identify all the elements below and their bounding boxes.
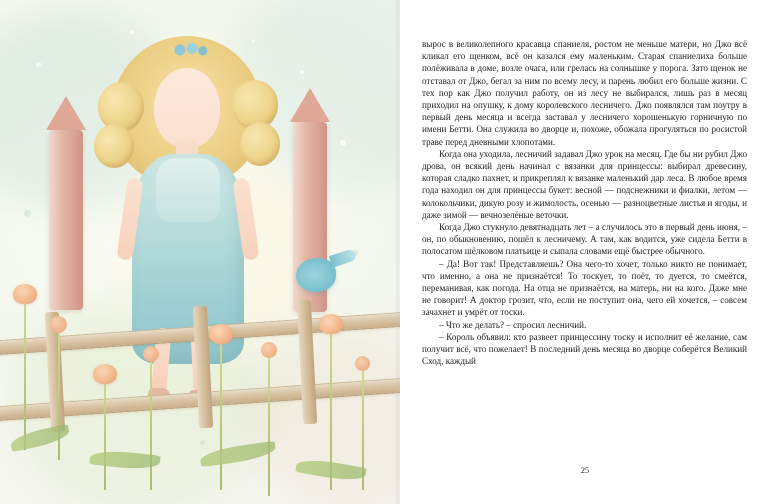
poppy-flower: [13, 284, 37, 304]
flower-bud: [50, 316, 67, 333]
sparkle-dot: [300, 70, 304, 74]
poppy-flower: [319, 314, 343, 334]
flower-stem: [150, 360, 152, 490]
paragraph: Когда Джо стукнуло девятнадцать лет – а случилось это в первый день июня, – он, по обыкновению, пошёл к лесничему. А там, как водится, уже сидела Бетти в полосатом шёлковом платьице и сыпала словами ещё быстрее обычного.: [422, 222, 747, 257]
spire-cap-icon: [290, 88, 330, 122]
flower-bud: [355, 356, 370, 371]
paragraph: – Да! Вот так! Представляешь? Она чего-то хочет, только никто не понимает, что именно, а она не признаётся! То тоскует, то поёт, то дуется, то смеётся, переманивая, как погода. На отца не признаётся, на матерь, ни на кого. Даже мне не говорит! А доктор грозит, что, если не поступит она, чего ей хочется, – совсем зачахнет и умрёт от тоски.: [422, 258, 747, 318]
flower-bud: [143, 346, 159, 362]
spire-left: [49, 130, 83, 310]
flower-stem: [24, 300, 26, 450]
spire-cap-icon: [46, 96, 86, 130]
flower-stem: [104, 380, 106, 490]
bird-tail: [329, 248, 357, 267]
leaf: [199, 441, 276, 467]
paragraph: – Что же делать? – спросил лесничий.: [439, 319, 587, 330]
sparkle-dot: [24, 210, 31, 217]
poppy-flower: [209, 324, 233, 344]
paragraph: вырос в великолепного красавца спаниеля, ростом не меньше матери, но Джо всё кликал его щенком, всё он казался ему маленьким. Старая спаниелиха больше полёживала в доме, возле очага, или грелась на солнышке у порога. Зато щенок не отставал от Джо, бегал за ним по всему лесу, и парень любил его больше жизни. С тех пор как Джо получил работу, он из лесу не выбирался, лишь раз в месяц приходил на опушку, к дому королевского лесничего. Джо появлялся там поутру в первый день месяца и всегда заставал у лесничего хорошенькую горничную по имени Бетти. Она служила во дворце и, похоже, обожала прогуляться по росистой траве перед дневными хлопотами.: [422, 39, 747, 147]
paragraph: Когда она уходила, лесничий задавал Джо урок на месяц. Где бы ни рубил Джо дрова, он всякий день начинал с вязанки для принцессы: выбирал древесину, которая сладко пахнет, и прикреплял к вязанке маленький дар леса. В любое время года находил он для принцессы букет: весной — подснежники и фиалки, летом — колокольчики, дикую розу и жимолость, осенью — разноцветные листья и ягоды, и даже зимой — вечнозелёные веточки.: [422, 148, 747, 220]
flower-stem: [220, 340, 222, 490]
poppy-flower: [93, 364, 117, 384]
face: [154, 68, 220, 148]
flower-stem: [268, 356, 270, 496]
leaf: [9, 424, 71, 452]
sparkle-dot: [340, 140, 346, 146]
dress-bodice: [156, 158, 220, 222]
hair-curl: [94, 124, 134, 168]
flower-stem: [58, 330, 60, 460]
flower-crown: [170, 42, 210, 58]
paragraph: – Король объявил: кто развеет принцессину тоску и исполнит её желание, сам получит всё, что пожелает! В последний день месяца во дворце соберётся Великий Сход, каждый: [422, 331, 747, 367]
sparkle-dot: [36, 62, 41, 67]
flower-bud: [261, 342, 277, 358]
hair-curl: [240, 122, 280, 166]
page-number: 25: [580, 466, 590, 475]
body-text-column: [422, 38, 747, 367]
sparkle-dot: [200, 440, 205, 445]
text-page: [400, 0, 770, 504]
